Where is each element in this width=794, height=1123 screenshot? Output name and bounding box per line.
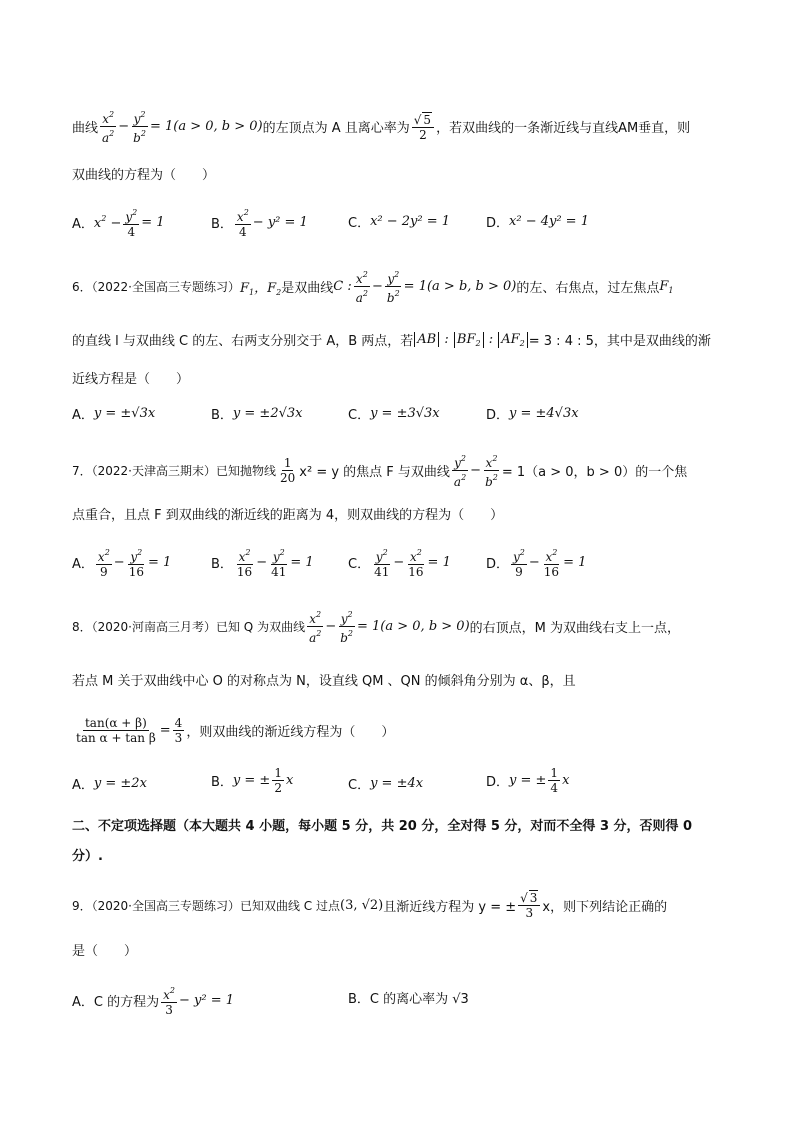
q5-pre: 曲线 bbox=[72, 121, 99, 136]
q5-ecc: $\frac{√ 5}{2}$ bbox=[412, 112, 434, 142]
q8-option-a[interactable]: A． y = ±2x bbox=[72, 776, 147, 793]
q6-option-c[interactable]: C． y = ±3√3x bbox=[348, 406, 440, 423]
q5-option-b[interactable]: B． $\frac{x^2}{4}$ − y² = 1 bbox=[211, 208, 308, 239]
q9-option-b[interactable]: B．C 的离心率为 √3 bbox=[348, 992, 469, 1007]
q5-mid: 的左顶点为 A 且离心率为 bbox=[262, 121, 410, 136]
q8-stem-line2: 若点 M 关于双曲线中心 O 的对称点为 N，设直线 QM 、QN 的倾斜角分别为 α、β，且 bbox=[72, 674, 576, 689]
q6-option-d[interactable]: D． y = ±4√3x bbox=[486, 406, 579, 423]
section2-heading-line2: 分）. bbox=[72, 849, 103, 864]
q9-option-a[interactable]: A．C 的方程为 $\frac{x^2}{3}$ − y² = 1 bbox=[72, 986, 234, 1017]
q5-eq: = 1 bbox=[149, 119, 174, 134]
q8-option-b[interactable]: B． y = ± $\frac{1}{2}$ x bbox=[211, 766, 294, 795]
q6-stem-line2: 的直线 l 与双曲线 C 的左、右两支分别交于 A，B 两点，若 AB : $BF_2$ : $AF_2$ = 3 : 4 : 5，其中是双曲线的渐 bbox=[72, 331, 711, 349]
q7-stem-line2: 点重合，且点 F 到双曲线的渐近线的距离为 4，则双曲线的方程为（ ） bbox=[72, 508, 504, 523]
q8-stem-line3: $\frac{\tan(\alpha + \beta)}{\text{tan α + tan β}}$ = $\frac{4}{3}$ ，则双曲线的渐近线方程为（ ） bbox=[76, 716, 395, 745]
q5-frac-x: $\frac{x^2}{a^2}$ bbox=[102, 110, 115, 145]
q9-stem-line1: 9．（2020·全国高三专题练习）已知双曲线 C 过点 (3, √2) 且渐近线方程为 y = ± $\frac{√ 3}{3}$ x，则下列结论正确的 bbox=[72, 891, 668, 920]
q7-stem-line1: 7．（2022·天津高三期末）已知抛物线 $\frac{1}{20}$ x² = y 的焦点 F 与双曲线 $\frac{y^2}{a^2}$ − $\frac{x^2}{b^2}$ = 1（a > 0，b > 0）的一个焦 bbox=[72, 454, 688, 489]
q7-option-a[interactable]: A． $\frac{x^2}{9}$ − $\frac{y^2}{16}$ = 1 bbox=[72, 548, 172, 579]
q5-stem-line1: 曲线 $\frac{x^2}{a^2}$ − $\frac{y^2}{b^2}$ = 1 (a > 0, b > 0) 的左顶点为 A 且离心率为 $\frac{√ 5}{2}$ ，若双曲线的一条渐近线与直线AM垂直，则 bbox=[72, 110, 691, 145]
q7-option-b[interactable]: B． $\frac{x^2}{16}$ − $\frac{y^2}{41}$ = 1 bbox=[211, 548, 314, 579]
q7-option-c[interactable]: C． $\frac{y^2}{41}$ − $\frac{x^2}{16}$ = 1 bbox=[348, 548, 451, 579]
q6-stem-line1: 6．（2022·全国高三专题练习） $F_1$，$F_2$ 是双曲线 C : $\frac{x^2}{a^2}$ − $\frac{y^2}{b^2}$ = 1(a > b, b > 0) 的左、右焦点，过左焦点 $F_1$ bbox=[72, 270, 674, 305]
q8-stem-line1: 8．（2020·河南高三月考）已知 Q 为双曲线 $\frac{x^2}{a^2}$ − $\frac{y^2}{b^2}$ = 1(a > 0, b > 0) 的右顶点，M 为双曲线右支上一点， bbox=[72, 610, 681, 645]
q5-post: ，若双曲线的一条渐近线与直线AM垂直，则 bbox=[436, 121, 691, 136]
q9-stem-line2: 是（ ） bbox=[72, 944, 138, 959]
section2-heading-line1: 二、不定项选择题（本大题共 4 小题，每小题 5 分，共 20 分，全对得 5 分，对而不全得 3 分，否则得 0 bbox=[72, 819, 693, 834]
q5-option-a[interactable]: A． $x^2$ − $\frac{y^2}{4}$ = 1 bbox=[72, 208, 165, 239]
q8-option-d[interactable]: D． y = ± $\frac{1}{4}$ x bbox=[486, 766, 570, 795]
q6-stem-line3: 近线方程是（ ） bbox=[72, 372, 190, 387]
q5-cond: (a > 0, b > 0) bbox=[173, 119, 263, 134]
q8-option-c[interactable]: C． y = ±4x bbox=[348, 776, 424, 793]
q7-option-d[interactable]: D． $\frac{y^2}{9}$ − $\frac{x^2}{16}$ = 1 bbox=[486, 548, 587, 579]
q6-option-a[interactable]: A． y = ±√3x bbox=[72, 406, 156, 423]
q6-option-b[interactable]: B． y = ±2√3x bbox=[211, 406, 303, 423]
q5-option-c[interactable]: C． x² − 2y² = 1 bbox=[348, 214, 451, 231]
q5-frac-y: $\frac{y^2}{b^2}$ bbox=[133, 110, 146, 145]
q5-stem-line2: 双曲线的方程为（ ） bbox=[72, 168, 216, 183]
q5-option-d[interactable]: D． x² − 4y² = 1 bbox=[486, 214, 589, 231]
